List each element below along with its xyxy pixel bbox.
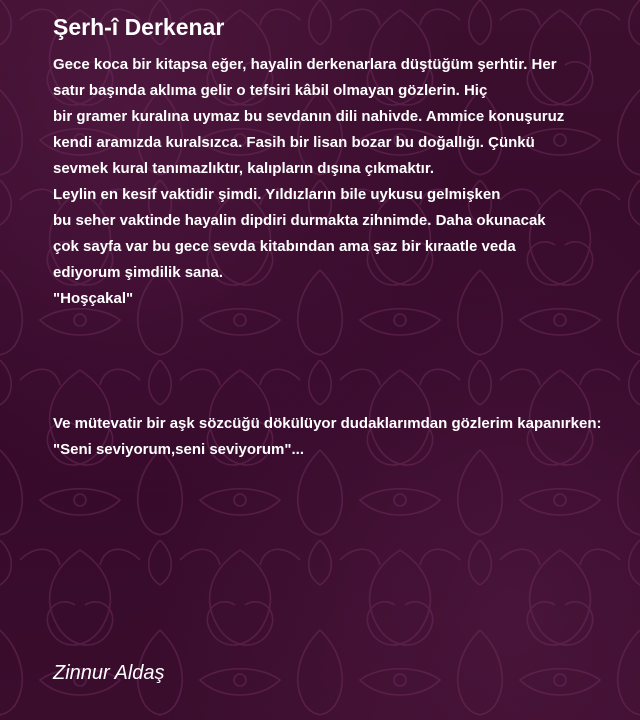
poem-author: Zinnur Aldaş <box>53 662 165 684</box>
poem-line: bu seher vaktinde hayalin dipdiri durmakta zihnimde. Daha okunacak <box>53 212 546 229</box>
poem-line: satır başında aklıma gelir o tefsiri kâbil olmayan gözlerin. Hiç <box>53 82 488 99</box>
poem-line: bir gramer kuralına uymaz bu sevdanın dili nahivde. Ammice konuşuruz <box>53 108 565 125</box>
poem-stanza-2 <box>53 411 601 463</box>
poem-line: "Hoşçakal" <box>53 290 134 307</box>
poem-line: Leylin en kesif vaktidir şimdi. Yıldızların bile uykusu gelmişken <box>53 186 501 203</box>
poem-line: ediyorum şimdilik sana. <box>53 264 224 281</box>
poem-line: Ve mütevatir bir aşk sözcüğü dökülüyor dudaklarımdan gözlerim kapanırken: <box>53 415 602 432</box>
poem-title: Şerh-î Derkenar <box>53 14 225 40</box>
poem-line: Gece koca bir kitapsa eğer, hayalin derkenarlara düştüğüm şerhtir. Her <box>53 56 557 73</box>
poem-line: çok sayfa var bu gece sevda kitabından ama şaz bir kıraatle veda <box>53 238 516 255</box>
poem-line: kendi aramızda kuralsızca. Fasih bir lisan bozar bu doğallığı. Çünkü <box>53 134 535 151</box>
poem-line: "Seni seviyorum,seni seviyorum"... <box>53 441 304 458</box>
poem-line: sevmek kural tanımazlıktır, kalıpların dışına çıkmaktır. <box>53 160 435 177</box>
poem-stanza-1 <box>53 52 564 312</box>
